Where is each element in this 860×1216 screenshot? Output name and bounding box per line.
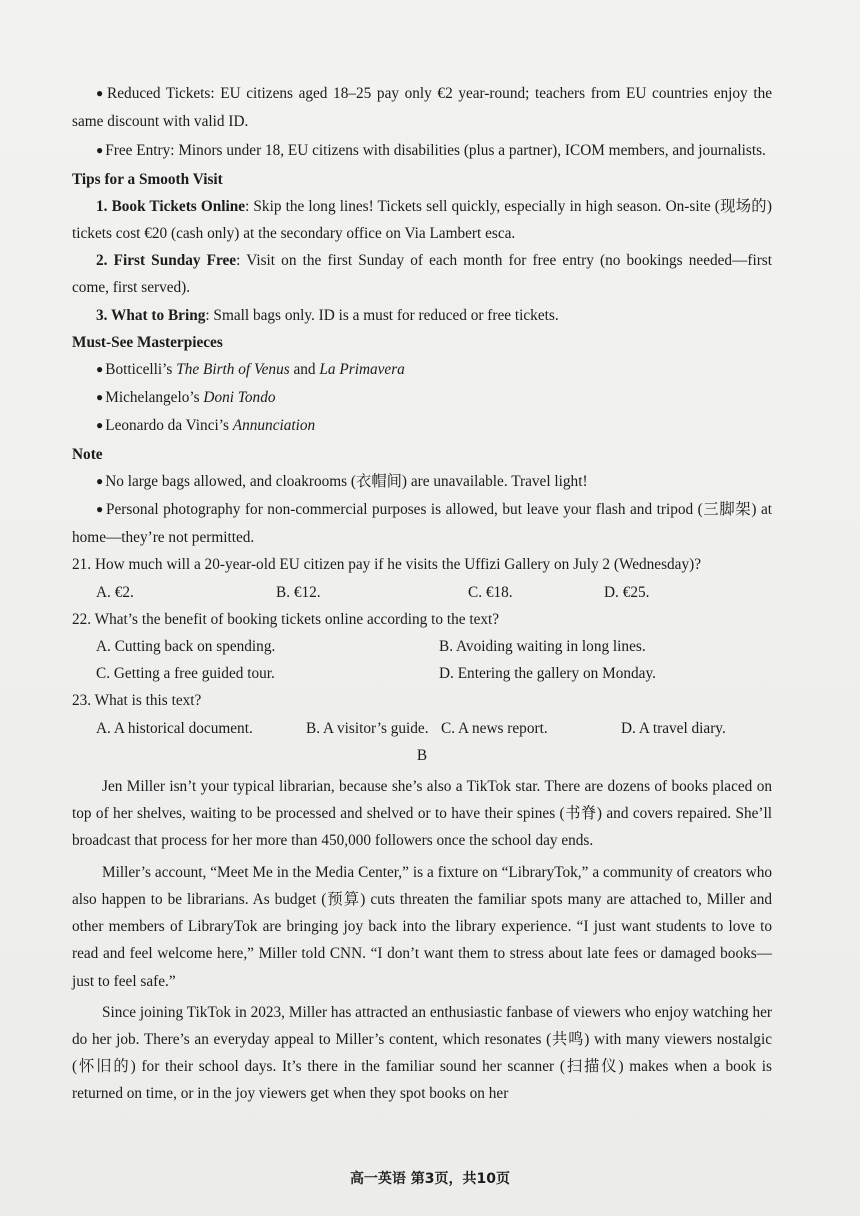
artist-name: Leonardo da Vinci’s	[105, 417, 233, 435]
page-footer: 高一英语 第3页，共10页	[349, 1171, 511, 1187]
option-d: D. A travel diary.	[621, 719, 726, 737]
passage-paragraph: Jen Miller isn’t your typical librarian, because she’s also a TikTok star. There are dozens of books placed on top of her shelves, waiting to be processed and shelved or to have their spines (书脊) and covers repaired. She’ll broadcast that process for her more than 450,000 followers once the school day ends.	[72, 778, 772, 850]
free-entry-item	[72, 137, 772, 165]
option-d: D. €25.	[604, 583, 650, 601]
conjunction: and	[289, 361, 320, 379]
option-c: C. A news report.	[441, 719, 548, 737]
free-entry-text: Free Entry: Minors under 18, EU citizens with disabilities (plus a partner), ICOM members, and journalists.	[105, 142, 766, 160]
reduced-tickets-text: Reduced Tickets: EU citizens aged 18–25 pay only €2 year-round; teachers from EU countries enjoy the same discount with valid ID.	[72, 85, 773, 131]
question-21-options	[72, 579, 772, 606]
bullet-icon: ●	[96, 473, 104, 488]
tip-label: 1. Book Tickets Online	[96, 197, 246, 215]
masterpiece-item	[72, 384, 772, 412]
note-item	[72, 496, 772, 551]
masterpiece-item	[72, 412, 772, 440]
bullet-icon: ●	[96, 418, 104, 433]
bullet-icon: ●	[96, 390, 104, 405]
note-text: Personal photography for non-commercial purposes is allowed, but leave your flash and tripod (三脚架) at home—they’re not permitted.	[72, 501, 773, 547]
tip-2	[72, 247, 772, 301]
page-content	[72, 80, 772, 1108]
artwork-title: The Birth of Venus	[176, 361, 290, 379]
artist-name: Michelangelo’s	[105, 389, 204, 407]
question-23-options	[72, 715, 772, 742]
masterpieces-heading: Must-See Masterpieces	[72, 333, 223, 351]
option-b: B. €12.	[276, 583, 321, 601]
artwork-title: La Primavera	[319, 361, 405, 379]
artwork-title: Annunciation	[232, 417, 316, 435]
tips-heading: Tips for a Smooth Visit	[72, 170, 223, 188]
tip-text: : Visit on the first Sunday of each month for free entry (no bookings needed—first come, first served).	[72, 252, 773, 297]
question-22: 22. What’s the benefit of booking tickets online according to the text?	[72, 610, 500, 628]
tip-label: 3. What to Bring	[96, 306, 206, 324]
section-b-label: B	[416, 746, 428, 764]
passage-paragraph: Miller’s account, “Meet Me in the Media Center,” is a fixture on “LibraryTok,” a community of creators who also happen to be librarians. As budget (预算) cuts threaten the familiar spots many are attached to, Miller and other members of LibraryTok are bringing joy back into the library experience. “I just want students to love to read and feel welcome here,” Miller told CNN. “I don’t want them to stress about late fees or damaged books—just to feel safe.”	[72, 863, 772, 990]
option-d: D. Entering the gallery on Monday.	[439, 665, 656, 683]
artwork-title: Doni Tondo	[203, 389, 276, 407]
option-c: C. Getting a free guided tour.	[96, 665, 275, 683]
bullet-icon: ●	[96, 143, 104, 158]
question-23: 23. What is this text?	[72, 692, 202, 710]
note-item	[72, 468, 772, 496]
option-c: C. €18.	[468, 583, 513, 601]
option-b: B. A visitor’s guide.	[306, 719, 429, 737]
bullet-icon: ●	[96, 86, 106, 100]
reduced-tickets-item	[72, 80, 772, 135]
tip-3	[72, 302, 772, 329]
passage-paragraph: Since joining TikTok in 2023, Miller has attracted an enthusiastic fanbase of viewers who enjoy watching her do her job. There’s an everyday appeal to Miller’s content, which resonates (共鸣) with many viewers nostalgic (怀旧的) for their school days. It’s there in the familiar sound her scanner (扫描仪) makes when a book is returned on time, or in the joy viewers get when they spot books on her	[72, 1003, 772, 1103]
tip-text: : Skip the long lines! Tickets sell quickly, especially in high season. On-site (现场的) tickets cost €20 (cash only) at the secondary office on Via Lambert esca.	[72, 197, 772, 243]
masterpiece-item	[72, 356, 772, 384]
tip-text: : Small bags only. ID is a must for reduced or free tickets.	[205, 306, 559, 324]
option-b: B. Avoiding waiting in long lines.	[439, 638, 646, 656]
bullet-icon: ●	[96, 502, 104, 517]
question-22-options-row1	[72, 633, 772, 660]
note-heading: Note	[72, 445, 103, 463]
note-text: No large bags allowed, and cloakrooms (衣帽间) are unavailable. Travel light!	[105, 472, 588, 490]
bullet-icon: ●	[96, 362, 104, 377]
option-a: A. Cutting back on spending.	[96, 638, 276, 656]
question-21: 21. How much will a 20-year-old EU citizen pay if he visits the Uffizi Gallery on July 2 (Wednesday)?	[72, 556, 702, 574]
question-22-options-row2	[72, 660, 772, 687]
tip-label: 2. First Sunday Free	[96, 252, 237, 270]
option-a: A. €2.	[96, 583, 134, 601]
artist-name: Botticelli’s	[105, 361, 177, 379]
option-a: A. A historical document.	[96, 719, 253, 737]
tip-1	[72, 193, 772, 247]
